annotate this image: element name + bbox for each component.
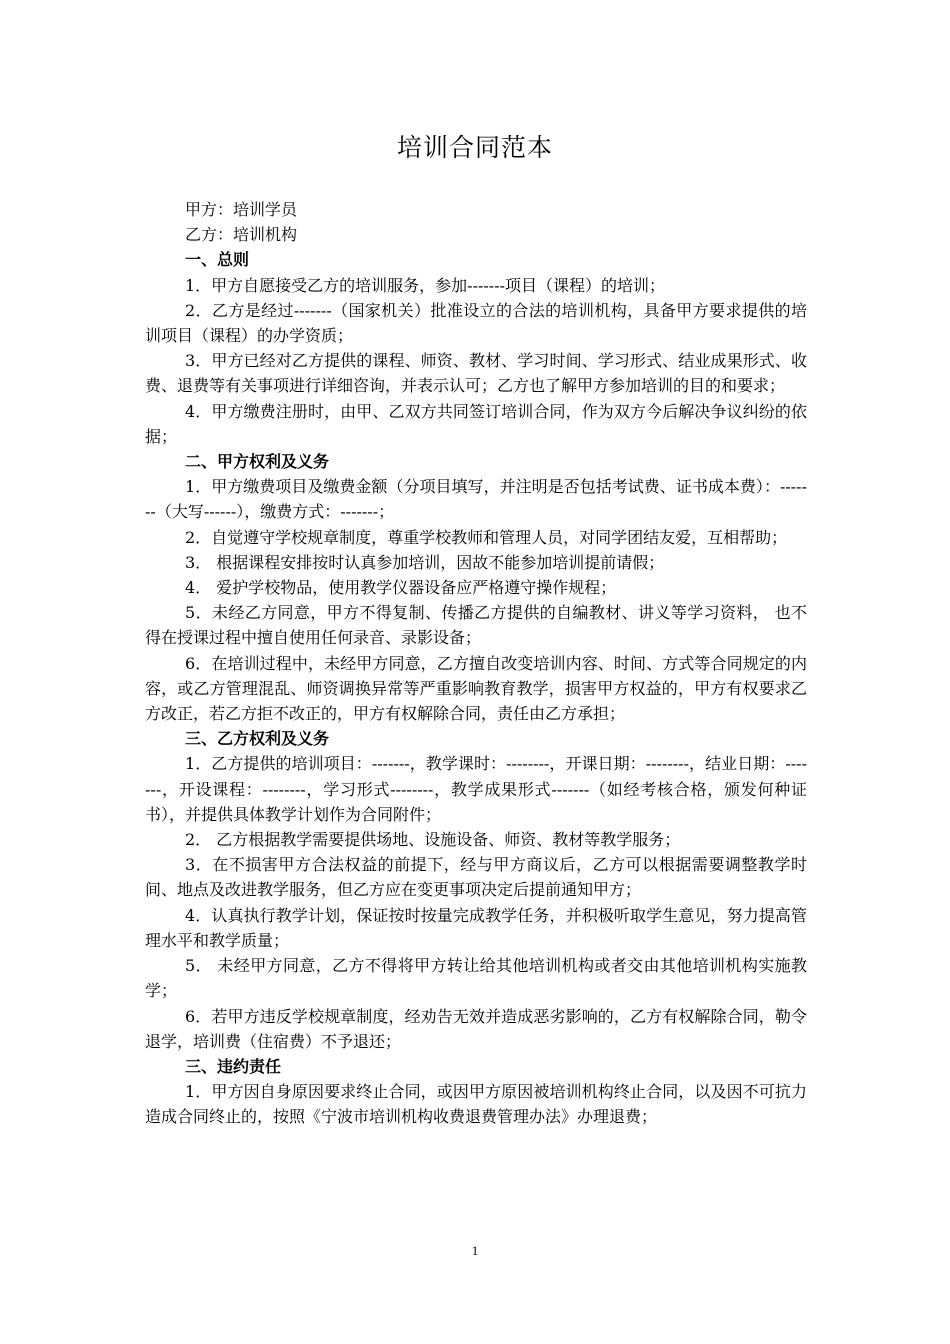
section-heading: 三、乙方权利及义务 <box>185 729 330 749</box>
paragraph: 1．甲方缴费项目及缴费金额（分项目填写，并注明是否包括考试费、证书成本费）：-------（大写------），缴费方式：-------； <box>145 477 807 522</box>
paragraph: 2． 乙方根据教学需要提供场地、设施设备、师资、教材等教学服务； <box>185 830 681 850</box>
paragraph: 3． 根据课程安排按时认真参加培训，因故不能参加培训提前请假； <box>185 552 665 572</box>
section-heading: 三、违约责任 <box>185 1056 282 1076</box>
paragraph: 4．甲方缴费注册时，由甲、乙双方共同签订培训合同，作为双方今后解决争议纠纷的依据； <box>145 401 807 446</box>
paragraph: 6．若甲方违反学校规章制度，经劝告无效并造成恶劣影响的，乙方有权解除合同，勒令退学，培训费（住宿费）不予退还； <box>145 1006 807 1051</box>
paragraph: 6．在培训过程中，未经甲方同意，乙方擅自改变培训内容、时间、方式等合同规定的内容，或乙方管理混乱、师资调换异常等严重影响教育教学，损害甲方权益的，甲方有权要求乙方改正，若乙方拒不改正的，甲方有权解除合同，责任由乙方承担； <box>145 653 807 724</box>
paragraph: 1．甲方因自身原因要求终止合同，或因甲方原因被培训机构终止合同，以及因不可抗力造成合同终止的，按照《宁波市培训机构收费退费管理办法》办理退费； <box>145 1082 807 1127</box>
paragraph: 2．自觉遵守学校规章制度，尊重学校教师和管理人员，对同学团结友爱，互相帮助； <box>185 527 788 547</box>
document-title: 培训合同范本 <box>396 133 553 162</box>
paragraph: 5． 未经甲方同意，乙方不得将甲方转让给其他培训机构或者交由其他培训机构实施教学； <box>145 956 807 1001</box>
paragraph: 甲方：培训学员 <box>185 200 298 219</box>
paragraph: 1．乙方提供的培训项目：-------，教学课时：--------，开课日期：--------，结业日期：-------，开设课程：--------，学习形式--------，教学成果形式-------（如经考核合格，颁发何种证书），并提供具体教学计划作为合同附件； <box>145 754 807 824</box>
paragraph: 3．在不损害甲方合法权益的前提下，经与甲方商议后，乙方可以根据需要调整教学时间、地点及改进教学服务，但乙方应在变更事项决定后提前通知甲方； <box>145 855 807 900</box>
document-body <box>145 197 807 1130</box>
paragraph: 2．乙方是经过-------（国家机关）批准设立的合法的培训机构，具备甲方要求提供的培训项目（课程）的办学资质； <box>145 300 807 346</box>
section-heading: 一、总则 <box>185 250 250 270</box>
paragraph: 3．甲方已经对乙方提供的课程、师资、教材、学习时间、学习形式、结业成果形式、收费、退费等有关事项进行详细咨询，并表示认可；乙方也了解甲方参加培训的目的和要求； <box>145 351 807 396</box>
paragraph: 5．未经乙方同意，甲方不得复制、传播乙方提供的自编教材、讲义等学习资料， 也不得在授课过程中擅自使用任何录音、录影设备； <box>145 603 807 648</box>
paragraph: 1．甲方自愿接受乙方的培训服务，参加-------项目（课程）的培训； <box>185 275 666 295</box>
paragraph: 乙方：培训机构 <box>185 225 298 245</box>
page-number: 1 <box>471 1243 479 1258</box>
paragraph: 4．认真执行教学计划，保证按时按量完成教学任务，并积极听取学生意见，努力提高管理水平和教学质量； <box>145 905 807 950</box>
paragraph: 4． 爱护学校物品，使用教学仪器设备应严格遵守操作规程； <box>185 578 617 598</box>
section-heading: 二、甲方权利及义务 <box>185 452 330 472</box>
